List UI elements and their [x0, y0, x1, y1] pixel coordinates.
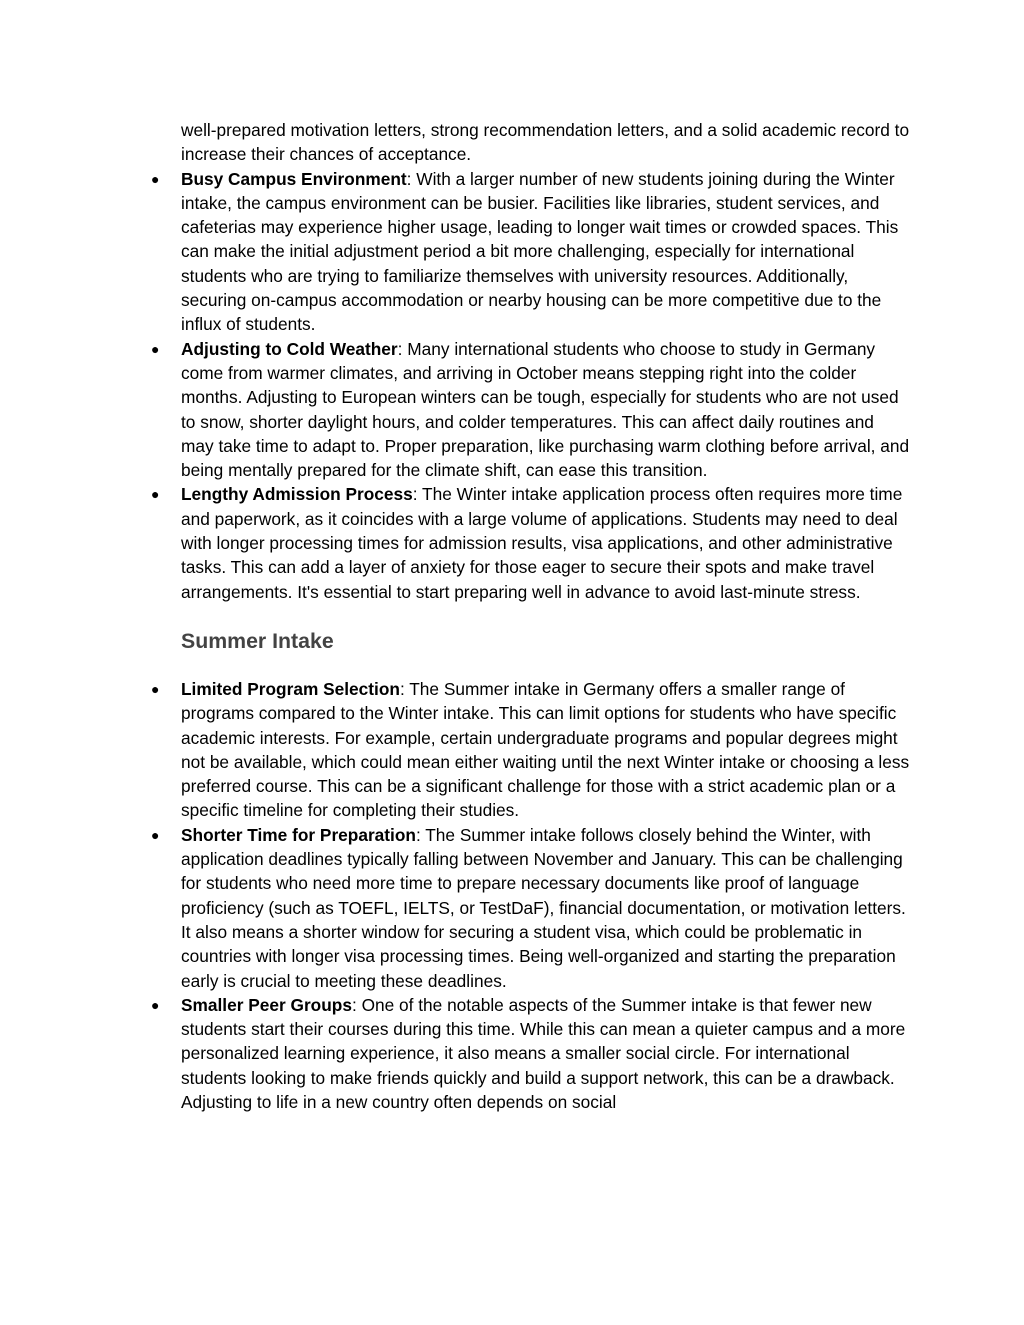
intro-continuation-paragraph: well-prepared motivation letters, strong recommendation letters, and a solid academic record to increase their chances of acceptance. — [181, 120, 910, 165]
list-item-text: : Many international students who choose to study in Germany come from warmer climates, and arriving in October means stepping right into the colder months. Adjusting to European winters can be tough, especially for students who are not used to snow, shorter daylight hours, and colder temperatures. This can affect daily routines and may take time to adapt to. Proper preparation, like purchasing warm clothing before arrival, and being mentally prepared for the climate shift, can ease this transition. — [181, 338, 910, 481]
list-item — [151, 823, 911, 993]
list-item-text: : One of the notable aspects of the Summer intake is that fewer new students start their courses during this time. While this can mean a quieter campus and a more personalized learning experience, it also means a smaller social circle. For international students looking to make friends quickly and build a support network, this can be a drawback. Adjusting to life in a new country often depends on social — [181, 994, 906, 1112]
summer-intake-heading: Summer Intake — [181, 628, 334, 653]
list-item-term: Lengthy Admission Process — [181, 484, 413, 505]
bullet-icon: ● — [151, 996, 160, 1013]
list-item — [151, 993, 911, 1114]
list-item-text: : The Winter intake application process often requires more time and paperwork, as it coincides with a large volume of applications. Students may need to deal with longer processing times for admission results, visa applications, and other administrative tasks. This can add a layer of anxiety for those eager to secure their spots and make travel arrangements. It's essential to start preparing well in advance to avoid last-minute stress. — [181, 484, 903, 602]
bullet-icon: ● — [151, 340, 160, 357]
list-item — [151, 337, 911, 483]
list-item-text: : With a larger number of new students joining during the Winter intake, the campus environment can be busier. Facilities like libraries, student services, and cafeterias may experience higher usage, leading to longer wait times or crowded spaces. This can make the initial adjustment period a bit more challenging, especially for international students who are trying to familiarize themselves with university resources. Additionally, securing on-campus accommodation or nearby housing can be more competitive due to the influx of students. — [181, 168, 899, 335]
bullet-icon: ● — [151, 680, 160, 697]
bullet-icon: ● — [151, 486, 160, 503]
list-item-text: : The Summer intake in Germany offers a smaller range of programs compared to the Winter intake. This can limit options for students who have specific academic interests. For example, certain undergraduate programs and popular degrees might not be available, which could mean either waiting until the next Winter intake or choosing a less preferred course. This can be a significant challenge for those with a strict academic plan or a specific timeline for completing their studies. — [181, 678, 910, 821]
bullet-icon: ● — [151, 826, 160, 843]
list-item — [151, 677, 911, 823]
list-item-term: Limited Program Selection — [181, 678, 400, 699]
list-item-text: : The Summer intake follows closely behind the Winter, with application deadlines typically falling between November and January. This can be challenging for students who need more time to prepare necessary documents like proof of language proficiency (such as TOEFL, IELTS, or TestDaF), financial documentation, or motivation letters. It also means a shorter window for securing a student visa, which could be problematic in countries with longer visa processing times. Being well-organized and starting the preparation early is crucial to meeting these deadlines. — [181, 824, 906, 991]
list-item-term: Adjusting to Cold Weather — [181, 338, 398, 359]
summer-challenges-list — [151, 677, 911, 1114]
document-body — [151, 118, 911, 1114]
winter-challenges-list — [151, 167, 911, 604]
bullet-icon: ● — [151, 170, 160, 187]
list-item-term: Busy Campus Environment — [181, 168, 407, 189]
list-item — [151, 167, 911, 337]
list-item — [151, 482, 911, 603]
list-item-term: Shorter Time for Preparation — [181, 824, 416, 845]
list-item-term: Smaller Peer Groups — [181, 994, 352, 1015]
